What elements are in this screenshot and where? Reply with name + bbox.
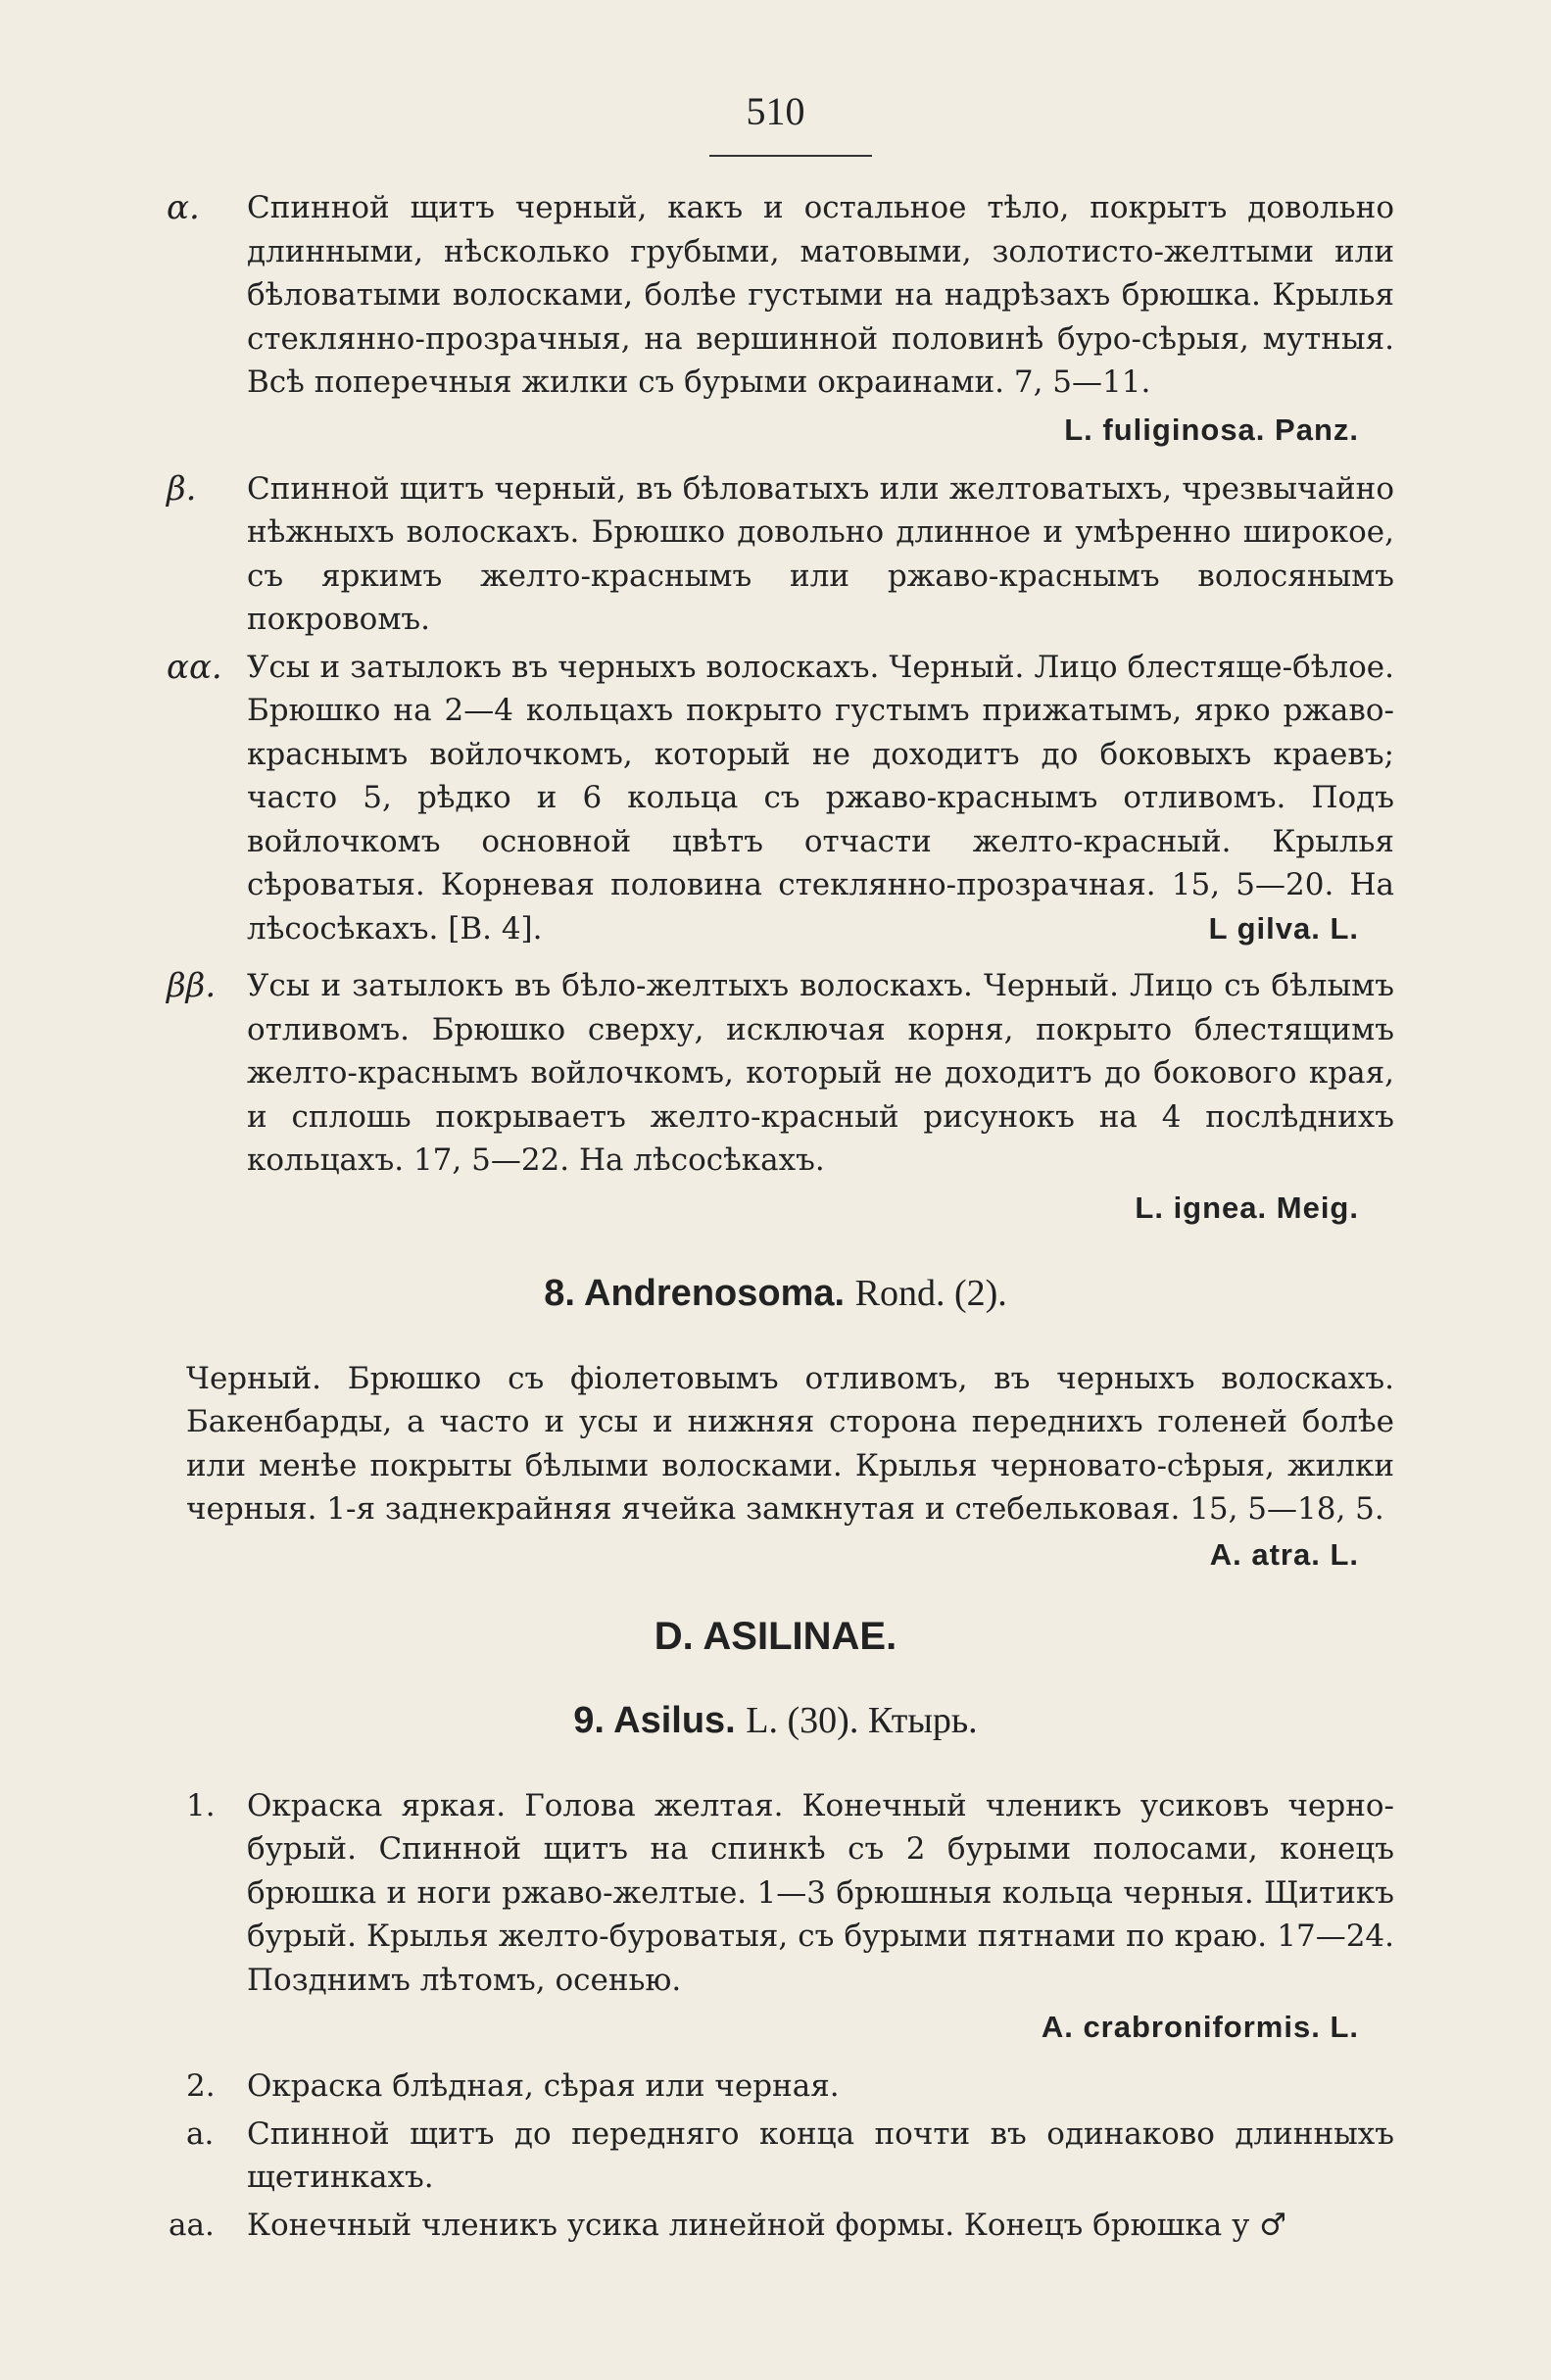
entry-marker: a.: [186, 2115, 215, 2152]
genus-name: 9. Asilus.: [573, 1699, 736, 1741]
entry-text: Спинной щитъ черный, какъ и остальное тѣло, покрытъ довольно длинными, нѣсколько грубыми, матовыми, золотисто-желтыми или бѣловатыми волосками, болѣе густыми на надрѣзахъ брюшка. Крылья стеклянно-прозрачныя, на вершинной половинѣ буро-сѣрыя, мутныя. Всѣ поперечныя жилки съ бурыми окраинами. 7, 5—11.: [247, 190, 1394, 400]
entry-text: Спинной щитъ до передняго конца почти въ одинаково длинныхъ щетинкахъ.: [247, 2115, 1394, 2195]
entry-marker: aa.: [169, 2207, 215, 2243]
genus-description: Черный. Брюшко съ фіолетовымъ отливомъ, въ черныхъ волоскахъ. Бакенбарды, а часто и усы и нижняя сторона переднихъ голеней болѣе или менѣе покрыты бѣлыми волосками. Крылья черновато-сѣрыя, жилки черныя. 1-я заднекрайняя ячейка замкнутая и стебельковая. 15, 5—18, 5.: [186, 1360, 1394, 1527]
entry-text: Конечный членикъ усика линейной формы. Конецъ брюшка у ♂: [247, 2207, 1287, 2243]
subfamily-heading: D. ASILINAE.: [654, 1614, 897, 1658]
entry-text: Спинной щитъ черный, въ бѣловатыхъ или желтоватыхъ, чрезвычайно нѣжныхъ волоскахъ. Брюшко довольно длинное и умѣренно широкое, съ яркимъ желто-краснымъ или ржаво-краснымъ волосянымъ покровомъ.: [247, 470, 1394, 637]
entry-text: Усы и затылокъ въ бѣло-желтыхъ волоскахъ. Черный. Лицо съ бѣлымъ отливомъ. Брюшко сверху, исключая корня, покрыто блестящимъ желто-краснымъ войлочкомъ, который не доходитъ до бокового края, и сплошь покрываетъ желто-красный рисунокъ на 4 послѣднихъ кольцахъ. 17, 5—22. На лѣсосѣкахъ.: [247, 968, 1394, 1178]
entry-text: Окраска блѣдная, сѣрая или черная.: [247, 2068, 840, 2104]
page-number: 510: [746, 89, 805, 133]
genus-heading: [0, 1269, 1551, 1318]
key-entry-beta-beta: [0, 964, 1551, 1183]
entry-text: Окраска яркая. Голова желтая. Конечный членикъ усиковъ черно-бурый. Спинной щитъ на спинкѣ съ 2 бурыми полосами, конецъ брюшка и ноги ржаво-желтые. 1—3 брюшныя кольца черныя. Щитикъ бурый. Крылья желто-буроватыя, съ бурыми пятнами по краю. 17—24. Позднимъ лѣтомъ, осенью.: [247, 1787, 1394, 1998]
entry-marker: 1.: [186, 1787, 216, 1823]
genus-author: L. (30). Ктырь.: [746, 1699, 978, 1741]
key-entry-a: [0, 2113, 1551, 2200]
genus-heading: [0, 1696, 1551, 1745]
species-name: A. crabroniformis. L.: [1041, 2010, 1359, 2044]
key-entry-beta: [0, 467, 1551, 642]
genus-name: 8. Andrenosoma.: [544, 1272, 846, 1314]
species-name-inline: L gilva. L.: [1208, 910, 1359, 946]
genus-author: Rond. (2).: [854, 1272, 1007, 1314]
entry-marker: αα.: [167, 647, 222, 687]
entry-marker: 2.: [186, 2068, 216, 2104]
key-entry-alpha-alpha: [0, 646, 1551, 951]
species-name: L. ignea. Meig.: [1135, 1190, 1359, 1225]
header-rule: [709, 155, 872, 157]
key-entry-2: [0, 2064, 1551, 2109]
key-entry-alpha: [0, 186, 1551, 405]
species-name: L. fuliginosa. Panz.: [1064, 412, 1359, 447]
entry-marker: α.: [167, 188, 200, 227]
page-content: [0, 186, 1551, 2251]
species-name: A. atra. L.: [1209, 1536, 1359, 1572]
key-entry-1: [0, 1784, 1551, 2003]
entry-marker: β.: [167, 468, 197, 509]
key-entry-aa: [0, 2204, 1551, 2248]
entry-marker: ββ.: [167, 966, 217, 1005]
entry-text: Усы и затылокъ въ черныхъ волоскахъ. Черный. Лицо блестяще-бѣлое. Брюшко на 2—4 кольцахъ покрыто густымъ прижатымъ, ярко ржаво-краснымъ войлочкомъ, который не доходитъ до боковыхъ краевъ; часто 5, рѣдко и 6 кольца съ ржаво-краснымъ отливомъ. Подъ войлочкомъ основной цвѣтъ отчасти желто-красный. Крылья сѣроватыя. Корневая половина стеклянно-прозрачная. 15, 5—20. На лѣсосѣкахъ. [В. 4].: [247, 649, 1394, 947]
